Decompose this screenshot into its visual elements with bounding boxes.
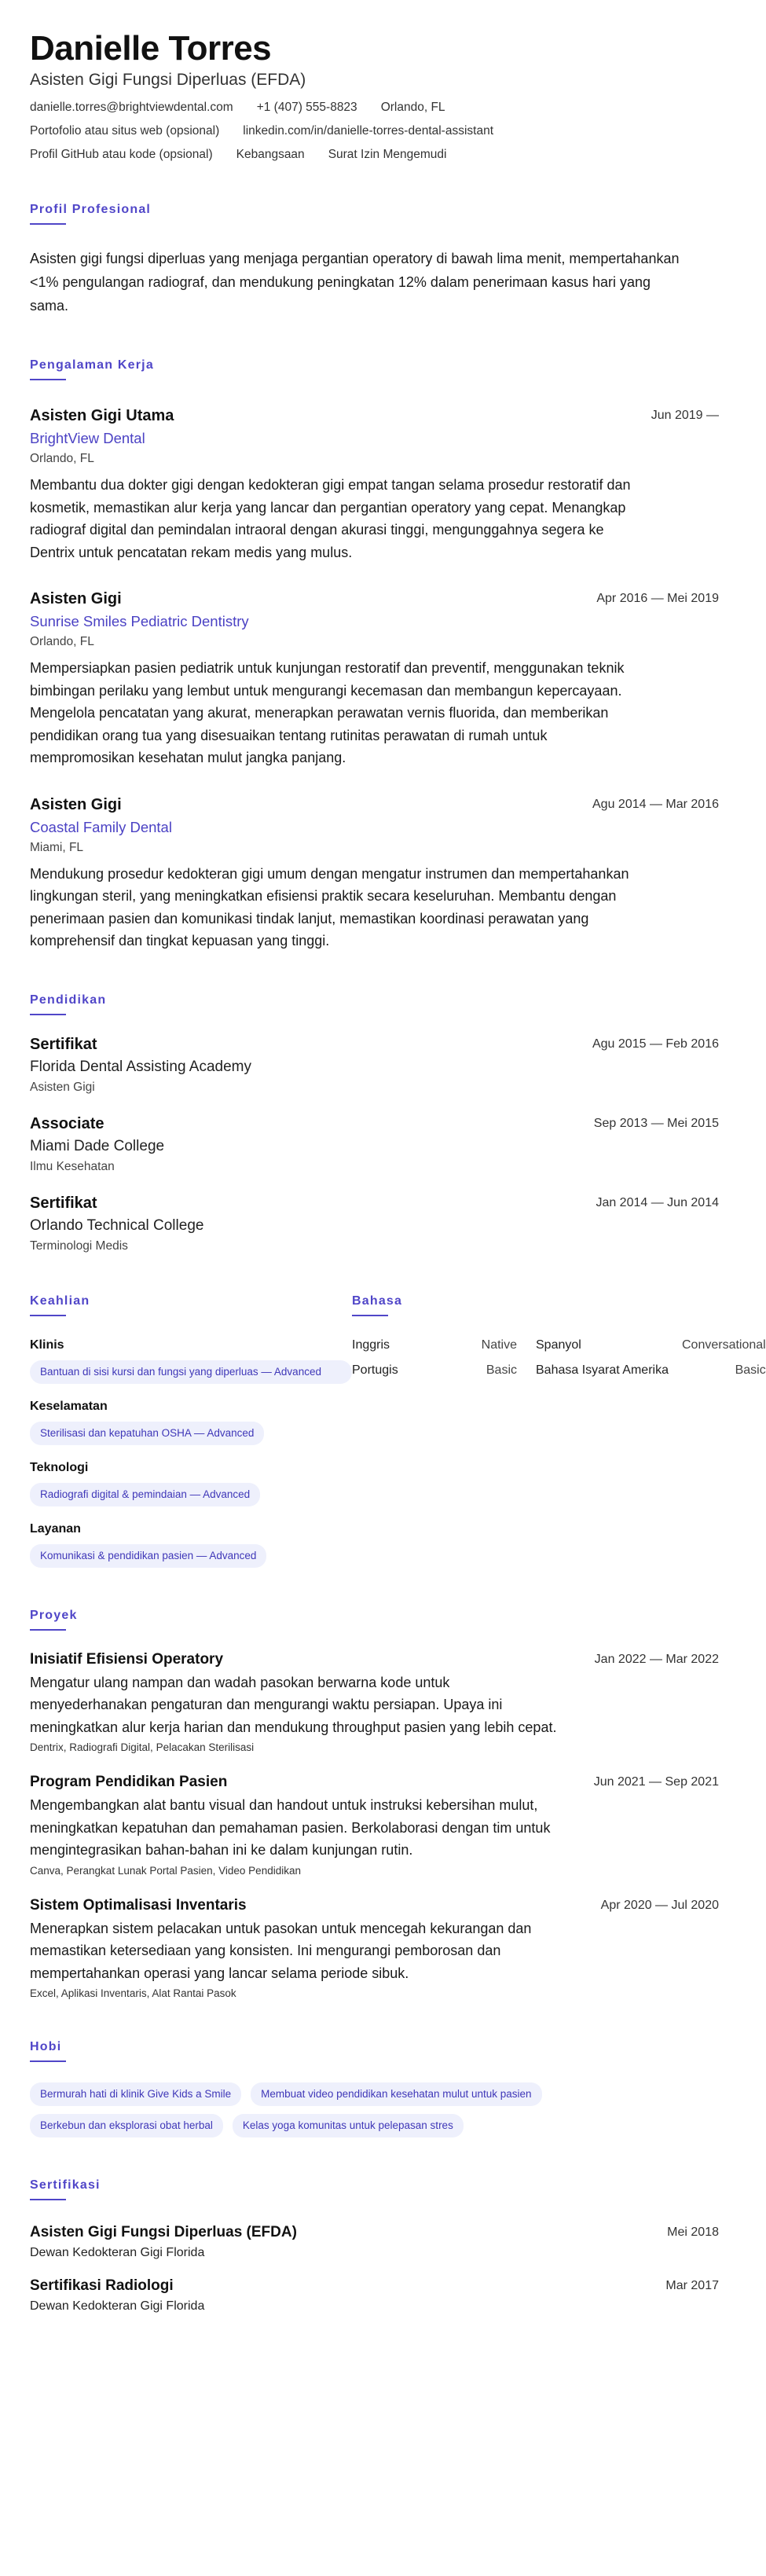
section-divider [30, 223, 66, 225]
company-name: Sunrise Smiles Pediatric Dentistry [30, 613, 249, 629]
education-entry [30, 1036, 719, 1095]
school-name: Miami Dade College [30, 1137, 165, 1154]
candidate-name: Danielle Torres [30, 29, 272, 68]
education-dates: Jan 2014 — Jun 2014 [596, 1195, 719, 1209]
summary-text: Asisten gigi fungsi diperluas yang menjaga pergantian operatory di bawah lima menit, mempertahankan <1% pengulangan radiograf, dan mendukung peningkatan 12% dalam penerimaan kasus hari yang sama. [30, 251, 680, 314]
project-dates: Jan 2022 — Mar 2022 [594, 1652, 719, 1666]
field-of-study: Terminologi Medis [30, 1238, 128, 1253]
field-of-study: Ilmu Kesehatan [30, 1159, 115, 1173]
education-entry [30, 1115, 719, 1174]
degree: Sertifikat [30, 1035, 97, 1053]
language-name: Spanyol [536, 1338, 581, 1352]
education-entry [30, 1194, 719, 1253]
job-location: Miami, FL [30, 840, 84, 854]
skill-pill: Bantuan di sisi kursi dan fungsi yang diperluas — Advanced [30, 1360, 352, 1384]
job-title: Asisten Gigi Utama [30, 407, 174, 424]
resume-header [30, 28, 719, 162]
education-section [30, 993, 719, 1253]
school-name: Orlando Technical College [30, 1216, 204, 1234]
languages-section [352, 1294, 766, 1568]
job-location: Orlando, FL [30, 452, 94, 465]
job-title: Asisten Gigi [30, 795, 122, 813]
skill-category: Layanan [30, 1521, 81, 1536]
experience-section [30, 358, 719, 952]
school-name: Florida Dental Assisting Academy [30, 1058, 251, 1075]
language-level: Basic [486, 1363, 517, 1377]
job-description: Membantu dua dokter gigi dengan kedokteran gigi empat tangan selama prosedur restoratif dan kosmetik, memastikan alur kerja yang lancar dan pergantian operatory yang cepat. Menangkap radiograf digital dan pemindalan intraoral dengan akurasi tinggi, mengunggahnya segera ke Dentrix untuk pencatatan rekam medis yang mulus. [30, 477, 631, 560]
hobby-pill: Berkebun dan eksplorasi obat herbal [30, 2114, 223, 2137]
section-title: Proyek [30, 1608, 78, 1622]
skills-section [30, 1294, 352, 1568]
degree: Associate [30, 1114, 104, 1132]
project-tools: Dentrix, Radiografi Digital, Pelacakan Sterilisasi [30, 1741, 255, 1753]
skill-pill: Radiografi digital & pemindaian — Advanced [30, 1483, 260, 1506]
project-entry [30, 1651, 719, 1754]
skill-category: Keselamatan [30, 1399, 108, 1413]
education-dates: Sep 2013 — Mei 2015 [593, 1116, 719, 1130]
skill-pill: Komunikasi & pendidikan pasien — Advanced [30, 1544, 266, 1568]
experience-entry [30, 796, 719, 952]
candidate-headline: Asisten Gigi Fungsi Diperluas (EFDA) [30, 71, 306, 89]
section-divider [30, 2199, 66, 2200]
project-description: Mengembangkan alat bantu visual dan handout untuk instruksi kebersihan mulut, meningkatkan kepatuhan dan pemahaman pasien. Berkolaborasi dengan tim untuk mengintegrasikan bahan-bahan ini ke dalam kunjungan rutin. [30, 1797, 551, 1858]
language-level: Native [481, 1338, 517, 1352]
skill-pill: Sterilisasi dan kepatuhan OSHA — Advanced [30, 1422, 264, 1445]
section-divider [30, 1315, 66, 1316]
job-description: Mendukung prosedur kedokteran gigi umum dengan mengatur instrumen dan mempertahankan lingkungan steril, yang meningkatkan efisiensi praktik secara keseluruhan. Membantu dengan penerimaan pasien dan komunikasi tindak lanjut, memastikan koordinasi perawatan yang komprehensif dan tingkat kepuasan yang tinggi. [30, 865, 629, 949]
skill-group [30, 1461, 352, 1506]
certifications-section [30, 2178, 719, 2314]
section-divider [30, 2060, 66, 2062]
language-list [352, 1338, 766, 1378]
field-of-study: Asisten Gigi [30, 1080, 95, 1094]
contact-license: Surat Izin Mengemudi [328, 148, 447, 161]
language-level: Basic [735, 1363, 766, 1377]
section-title: Sertifikasi [30, 2178, 101, 2192]
certification-date: Mar 2017 [665, 2279, 719, 2292]
section-title: Bahasa [352, 1294, 403, 1308]
section-divider [30, 379, 66, 380]
section-title: Pendidikan [30, 993, 107, 1007]
section-title: Hobi [30, 2040, 62, 2053]
contact-row-2 [30, 124, 719, 138]
contact-nationality: Kebangsaan [236, 148, 305, 161]
project-name: Program Pendidikan Pasien [30, 1774, 228, 1790]
certification-entry [30, 2224, 719, 2260]
language-name: Portugis [352, 1363, 398, 1377]
section-divider [352, 1315, 388, 1316]
hobbies-section [30, 2040, 719, 2137]
job-description: Mempersiapkan pasien pediatrik untuk kunjungan restoratif dan preventif, menggunakan teknik bimbingan perilaku yang lembut untuk mengurangi kecemasan dan membangun kepercayaan. Mengelola pencatatan yang akurat, menerapkan perawatan vernis fluorida, dan memberikan pendidikan orang tua yang disesuaikan tentang rutinitas perawatan di rumah untuk mempromosikan kesehatan mulut jangka panjang. [30, 660, 625, 765]
project-tools: Excel, Aplikasi Inventaris, Alat Rantai Pasok [30, 1987, 236, 1999]
skills-languages-row [30, 1294, 766, 1568]
hobby-pill: Bermurah hati di klinik Give Kids a Smile [30, 2082, 241, 2106]
contact-location: Orlando, FL [380, 101, 445, 114]
job-location: Orlando, FL [30, 635, 94, 648]
job-dates: Jun 2019 — [651, 409, 719, 422]
job-dates: Agu 2014 — Mar 2016 [592, 797, 719, 811]
section-divider [30, 1629, 66, 1631]
project-dates: Apr 2020 — Jul 2020 [600, 1898, 719, 1912]
summary-section [30, 203, 719, 317]
hobby-pill: Membuat video pendidikan kesehatan mulut untuk pasien [251, 2082, 541, 2106]
company-name: Coastal Family Dental [30, 818, 172, 835]
section-divider [30, 1014, 66, 1015]
project-entry [30, 1774, 719, 1877]
project-name: Inisiatif Efisiensi Operatory [30, 1650, 224, 1668]
contact-row-3 [30, 148, 719, 162]
company-name: BrightView Dental [30, 430, 145, 446]
job-title: Asisten Gigi [30, 590, 122, 607]
section-title: Pengalaman Kerja [30, 358, 154, 372]
contact-phone[interactable]: +1 (407) 555-8823 [256, 101, 357, 114]
project-description: Mengatur ulang nampan dan wadah pasokan berwarna kode untuk menyederhanakan pengaturan dan mengurangi waktu persiapan. Upaya ini meningkatkan alur kerja harian dan mendukung throughput pasien yang lebih cepat. [30, 1674, 557, 1735]
contact-portfolio[interactable]: Portofolio atau situs web (opsional) [30, 124, 220, 138]
language-level: Conversational [682, 1338, 766, 1352]
contact-linkedin[interactable]: linkedin.com/in/danielle-torres-dental-assistant [243, 124, 494, 138]
contact-email[interactable]: danielle.torres@brightviewdental.com [30, 101, 233, 114]
project-entry [30, 1897, 719, 2000]
experience-entry [30, 407, 719, 563]
skill-category: Klinis [30, 1338, 64, 1352]
job-dates: Apr 2016 — Mei 2019 [596, 592, 719, 605]
skill-group [30, 1400, 352, 1445]
section-title: Profil Profesional [30, 203, 152, 216]
contact-row-1 [30, 101, 719, 115]
skill-group [30, 1522, 352, 1568]
certification-name: Sertifikasi Radiologi [30, 2277, 174, 2294]
contact-github[interactable]: Profil GitHub atau kode (opsional) [30, 148, 213, 161]
language-name: Inggris [352, 1338, 390, 1352]
degree: Sertifikat [30, 1194, 97, 1212]
certification-entry [30, 2277, 719, 2314]
project-dates: Jun 2021 — Sep 2021 [593, 1775, 719, 1789]
education-dates: Agu 2015 — Feb 2016 [592, 1037, 719, 1051]
section-title: Keahlian [30, 1294, 90, 1308]
project-tools: Canva, Perangkat Lunak Portal Pasien, Video Pendidikan [30, 1864, 301, 1877]
experience-entry [30, 590, 719, 769]
projects-section [30, 1609, 719, 2000]
certification-date: Mei 2018 [667, 2226, 719, 2239]
certification-name: Asisten Gigi Fungsi Diperluas (EFDA) [30, 2224, 297, 2240]
hobby-pill: Kelas yoga komunitas untuk pelepasan stres [233, 2114, 464, 2137]
skill-category: Teknologi [30, 1460, 89, 1474]
certification-issuer: Dewan Kedokteran Gigi Florida [30, 2246, 205, 2259]
project-name: Sistem Optimalisasi Inventaris [30, 1896, 247, 1914]
hobby-list [30, 2082, 643, 2137]
project-description: Menerapkan sistem pelacakan untuk pasokan untuk mencegah kekurangan dan memastikan ketersediaan yang konsisten. Ini mengurangi pemborosan dan mempertahankan operasi yang lancar selama periode sibuk. [30, 1920, 532, 1981]
skill-group [30, 1338, 352, 1384]
certification-issuer: Dewan Kedokteran Gigi Florida [30, 2299, 205, 2313]
language-name: Bahasa Isyarat Amerika [536, 1363, 669, 1377]
